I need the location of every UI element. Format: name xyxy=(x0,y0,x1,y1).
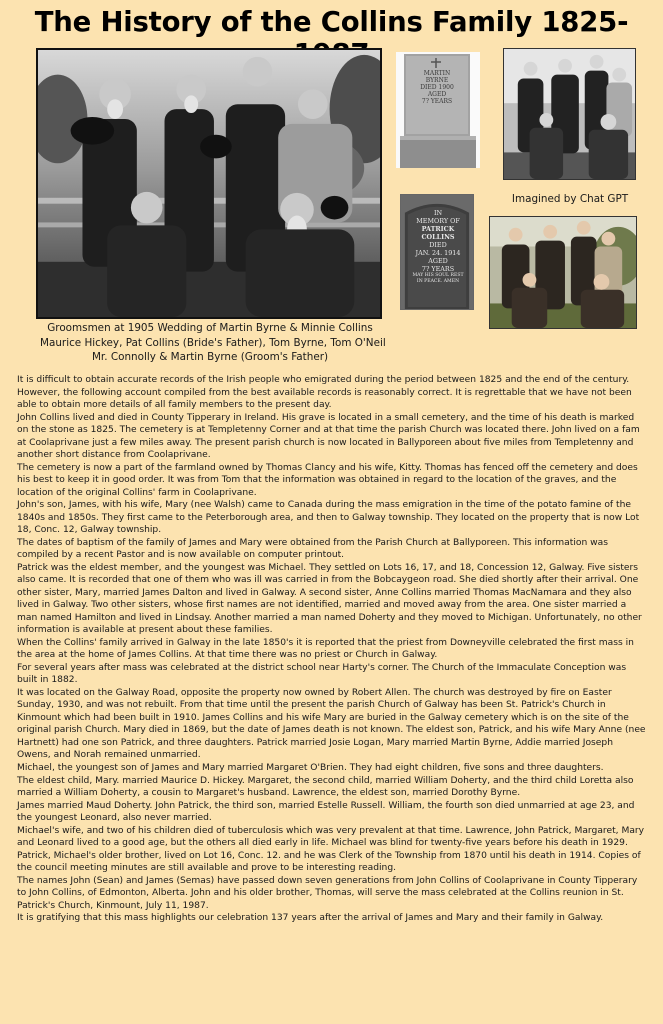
paragraph: Michael's wife, and two of his children died of tuberculosis which was very prevalent at that time. Lawrence, John Patrick, Margaret, Mary and Leonard lived to a good age, but the others all died early in life. Michael was blind for twenty-five years before his death in 1929. xyxy=(17,825,645,849)
gravestone-line: AGED xyxy=(428,257,448,265)
paragraph: The eldest child, Mary. married Maurice D. Hickey. Margaret, the second child, married William Doherty, and the third child Loretta also married a William Doherty, a cousin to Margaret's husband. Lawrence, the eldest son, married Dorothy Byrne. xyxy=(17,775,634,799)
gravestone-line: IN xyxy=(433,209,443,217)
history-text xyxy=(17,374,647,925)
gravestone-line: JAN. 24. 1914 xyxy=(415,249,461,257)
paragraph: John Collins lived and died in County Tipperary in Ireland. His grave is located in a small cemetery, and the time of his death is marked on the stone as 1825. The cemetery is at Templetenny Corner and at that time the parish Church was located there. John lived on a fam at Coolaprivane just a few miles away. The present parish church is now located in Ballyporeen about five miles from Templetenny and another short distance from Coolaprivane. xyxy=(17,412,640,461)
gravestone-line: DIED 1900 xyxy=(420,84,454,91)
page-title: The History of the Collins Family 1825- xyxy=(34,6,629,38)
gravestone-line: MARTIN xyxy=(423,70,451,77)
paragraph: Patrick was the eldest member, and the youngest was Michael. They settled on Lots 16, 17, and 18, Concession 12, Galway. Five sisters also came. It is recorded that one of them who was ill was carried in from the Bobcaygeon road. She died shortly after their arrival. One other sister, Mary, married James Dalton and lived in Galway. A second sister, Anne Collins married Thomas MacNamara and they also lived in Galway. Two other sisters, whose first names are not identified, married and moved away from the area. One sister married a man named Hamilton and lived in Lindsay. Another married a man named Doherty and they moved to Michigan. Unfortunately, no other information is available at present about these families. xyxy=(17,562,642,636)
caption-line: Mr. Connolly & Martin Byrne (Groom's Father) xyxy=(91,351,329,363)
gravestone-line: PATRICK xyxy=(421,225,455,233)
paragraph: The names John (Sean) and James (Semas) have passed down seven generations from John Collins of Coolaprivane in County Tipperary to John Collins, of Edmonton, Alberta. John and his older brother, Thomas, will serve the mass celebrated at the Collins reunion in St. Patrick's Church, Kinmount, July 11, 1987. xyxy=(17,875,638,911)
paragraph: The dates of baptism of the family of James and Mary were obtained from the Parish Church at Ballyporeen. This information was compiled by a recent Pastor and is now available on computer printout. xyxy=(17,537,608,561)
gravestone-line: AGED xyxy=(427,91,447,98)
groomsmen-photo-caption xyxy=(40,321,386,365)
paragraph: When the Collins' family arrived in Galway in the late 1850's it is reported that the priest from Downeyville celebrated the first mass in the area at the home of James Collins. At that time there was no priest or Church in Galway. xyxy=(17,637,634,661)
paragraph: James married Maud Doherty. John Patrick, the third son, married Estelle Russell. William, the fourth son died unmarried at age 23, and the youngest Leonard, also never married. xyxy=(17,800,635,824)
gravestone-line: DIED xyxy=(429,241,447,249)
gravestone-line: 7? YEARS xyxy=(421,98,453,105)
gravestone-line: COLLINS xyxy=(421,233,455,241)
gravestone-line: 7? YEARS xyxy=(421,265,455,273)
martin-byrne-gravestone-photo xyxy=(396,52,480,168)
paragraph: The cemetery is now a part of the farmland owned by Thomas Clancy and his wife, Kitty. Thomas has fenced off the cemetery and does his best to keep it in good order. It was from Tom that the information was obtained in regard to the location of the graves, and the location of the original Collins' farm in Coolaprivane. xyxy=(17,462,638,498)
caption-line: Maurice Hickey, Pat Collins (Bride's Father), Tom Byrne, Tom O'Neil xyxy=(40,336,386,349)
paragraph: It was located on the Galway Road, opposite the property now owned by Robert Allen. The church was destroyed by fire on Easter Sunday, 1930, and was not rebuilt. From that time until the present the parish Church of Galway has been St. Patrick's Church in Kinmount which had been built in 1910. James Collins and his wife Mary are buried in the Galway cemetery which is on the site of the original parish Church. Mary died in 1869, but the date of James death is not known. The eldest son, Patrick, and his wife Mary Anne (nee Hartnett) had one son Patrick, and three daughters. Patrick married Josie Logan, Mary married Martin Byrne, Addie married Joseph Owens, and Norah remained unmarried. xyxy=(17,687,646,761)
gravestone-line: MAY HIS SOUL REST xyxy=(412,273,464,278)
patrick-collins-gravestone-photo xyxy=(400,194,474,310)
ai-imagined-bw-photo xyxy=(503,48,636,180)
paragraph: It is gratifying that this mass highlights our celebration 137 years after the arrival of James and Mary and their family in Galway. xyxy=(17,913,604,924)
paragraph: Patrick, Michael's older brother, lived on Lot 16, Conc. 12. and he was Clerk of the Township from 1870 until his death in 1914. Copies of the council meeting minutes are still available and prove to be interesting reading. xyxy=(17,850,641,874)
caption-line: Groomsmen at 1905 Wedding of Martin Byrne & Minnie Collins xyxy=(47,322,373,334)
groomsmen-photo xyxy=(36,48,382,319)
paragraph: Michael, the youngest son of James and Mary married Margaret O'Brien. They had eight children, five sons and three daughters. xyxy=(17,762,604,773)
paragraph: It is difficult to obtain accurate records of the Irish people who emigrated during the period between 1825 and the end of the century. However, the following account compiled from the best available records is reasonably correct. It is regrettable that we have not been able to obtain more details of all family members to the present day. xyxy=(17,375,632,411)
paragraph: John's son, James, with his wife, Mary (nee Walsh) came to Canada during the mass emigration in the time of the potato famine of the 1840s and 1850s. They first came to the Peterborough area, and then to Galway township. They located on the property that is now Lot 18, Conc. 12, Galway township. xyxy=(17,500,640,536)
gravestone-line: BYRNE xyxy=(425,77,449,84)
ai-photo-caption: Imagined by Chat GPT xyxy=(511,193,629,205)
ai-imagined-color-photo xyxy=(489,216,637,329)
gravestone-line: IN PEACE. AMEN xyxy=(416,279,460,284)
paragraph: For several years after mass was celebrated at the district school near Harty's corner. The Church of the Immaculate Conception was built in 1882. xyxy=(17,662,627,686)
gravestone-line: MEMORY OF xyxy=(416,217,460,225)
